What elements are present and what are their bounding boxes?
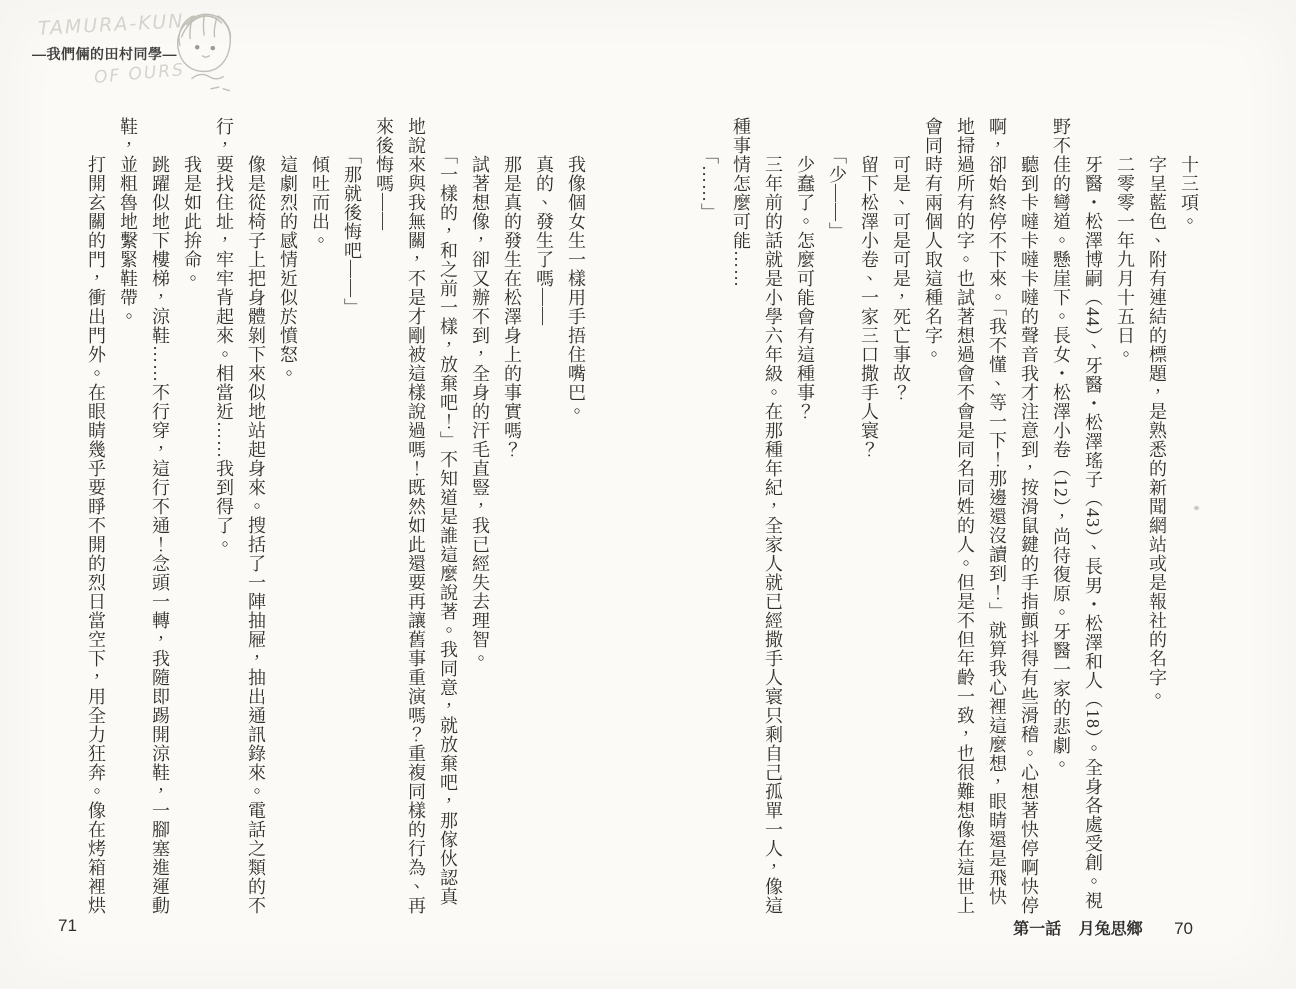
vertical-text-line: 可是、可是可是，死亡事故？ <box>891 117 911 402</box>
vertical-text-line: 牙醫・松澤博嗣（44）、牙醫・松澤瑤子（43）、長男・松澤和人（18）。全身各處受創。視 <box>1083 117 1103 910</box>
vertical-text-line: 少蠢了。怎麼可能會有這種事？ <box>795 117 815 421</box>
vertical-text-line: 「……」 <box>699 117 719 222</box>
vertical-text-line: 那是真的發生在松澤身上的事實嗎？ <box>502 117 522 459</box>
vertical-text-line: 真的、發生了嗎—— <box>534 117 554 326</box>
right-page-text-block <box>693 117 1205 929</box>
series-logo <box>0 0 260 120</box>
vertical-text-line: 行，要找住址，牢牢背起來。相當近……我到得了。 <box>214 117 234 554</box>
vertical-text-line: 跳躍似地下樓梯，涼鞋……不行穿，這行不通！念頭一轉，我隨即踢開涼鞋，一腳塞進運動 <box>150 117 170 915</box>
vertical-text-line: 地掃過所有的字。也試著想過會不會是同名同姓的人。但是不但年齡一致，也很難想像在這世上 <box>955 117 975 915</box>
right-page-number: 70 <box>1174 919 1193 938</box>
chapter-label: 第一話 <box>1013 921 1062 938</box>
vertical-text-line: 鞋，並粗魯地繫緊鞋帶。 <box>118 117 138 326</box>
vertical-text-line: 聽到卡噠卡噠卡噠的聲音我才注意到，按滑鼠鍵的手指顫抖得有些滑稽。心想著快停啊快停 <box>1019 117 1039 915</box>
vertical-text-line: 二零零一年九月十五日。 <box>1115 117 1135 364</box>
vertical-text-line: 啊，卻始終停不下來。「我不懂、等一下！那邊還沒讀到！」就算我心裡這麼想，眼睛還是飛快 <box>987 117 1007 906</box>
logo-scribble-english-bottom: OF OURS <box>93 60 186 88</box>
vertical-text-line: 「那就後悔吧——」 <box>342 117 362 317</box>
vertical-text-line: 野不佳的彎道。懸崖下。長女・松澤小卷（12），尚待復原。牙醫一家的悲劇。 <box>1051 117 1071 774</box>
right-page-footer <box>1013 916 1193 939</box>
vertical-text-line: 打開玄關的門，衝出門外。在眼睛幾乎要睜不開的烈日當空下，用全力狂奔。像在烤箱裡烘 <box>86 117 106 915</box>
scan-speck <box>1194 506 1199 510</box>
character-doodle-sketch <box>166 4 244 106</box>
logo-scribble-english-top: TAMURA-KUN <box>37 10 185 40</box>
chapter-title: 月兔思鄉 <box>1078 921 1143 938</box>
vertical-text-line: 我像個女生一樣用手捂住嘴巴。 <box>566 117 586 421</box>
vertical-text-line: 種事情怎麼可能…… <box>731 117 751 288</box>
vertical-text-line: 像是從椅子上把身體剝下來似地站起身來。搜括了一陣抽屜，抽出通訊錄來。電話之類的不 <box>246 117 266 915</box>
left-page-text-block <box>80 117 592 929</box>
vertical-text-line: 會同時有兩個人取這種名字。 <box>923 117 943 364</box>
vertical-text-line: 來後悔嗎—— <box>374 117 394 231</box>
vertical-text-line: 我是如此拚命。 <box>182 117 202 288</box>
vertical-text-line: 留下松澤小卷、一家三口撒手人寰？ <box>859 117 879 459</box>
left-page-number: 71 <box>58 916 77 935</box>
vertical-text-line: 「少——」 <box>827 117 847 241</box>
vertical-text-line: 這劇烈的感情近似於憤怒。 <box>278 117 298 383</box>
vertical-text-line: 試著想像，卻又辦不到，全身的汗毛直豎，我已經失去理智。 <box>470 117 490 668</box>
vertical-text-line: 三年前的話就是小學六年級。在那種年紀，全家人就已經撒手人寰只剩自己孤單一人，像這 <box>763 117 783 915</box>
vertical-text-line: 十三項。 <box>1179 117 1199 231</box>
vertical-text-line: 「一樣的，和之前一樣，放棄吧！」不知道是誰這麼說著。我同意，就放棄吧，那傢伙認真 <box>438 117 458 906</box>
vertical-text-line: 傾吐而出。 <box>310 117 330 250</box>
vertical-text-line: 地說來與我無關，不是才剛被這樣說過嗎！既然如此還要再讓舊事重演嗎？重複同樣的行為、再 <box>406 117 426 915</box>
vertical-text-line: 字呈藍色、附有連結的標題，是熟悉的新聞網站或是報社的名字。 <box>1147 117 1167 706</box>
series-title: —我們倆的田村同學— <box>32 46 177 62</box>
